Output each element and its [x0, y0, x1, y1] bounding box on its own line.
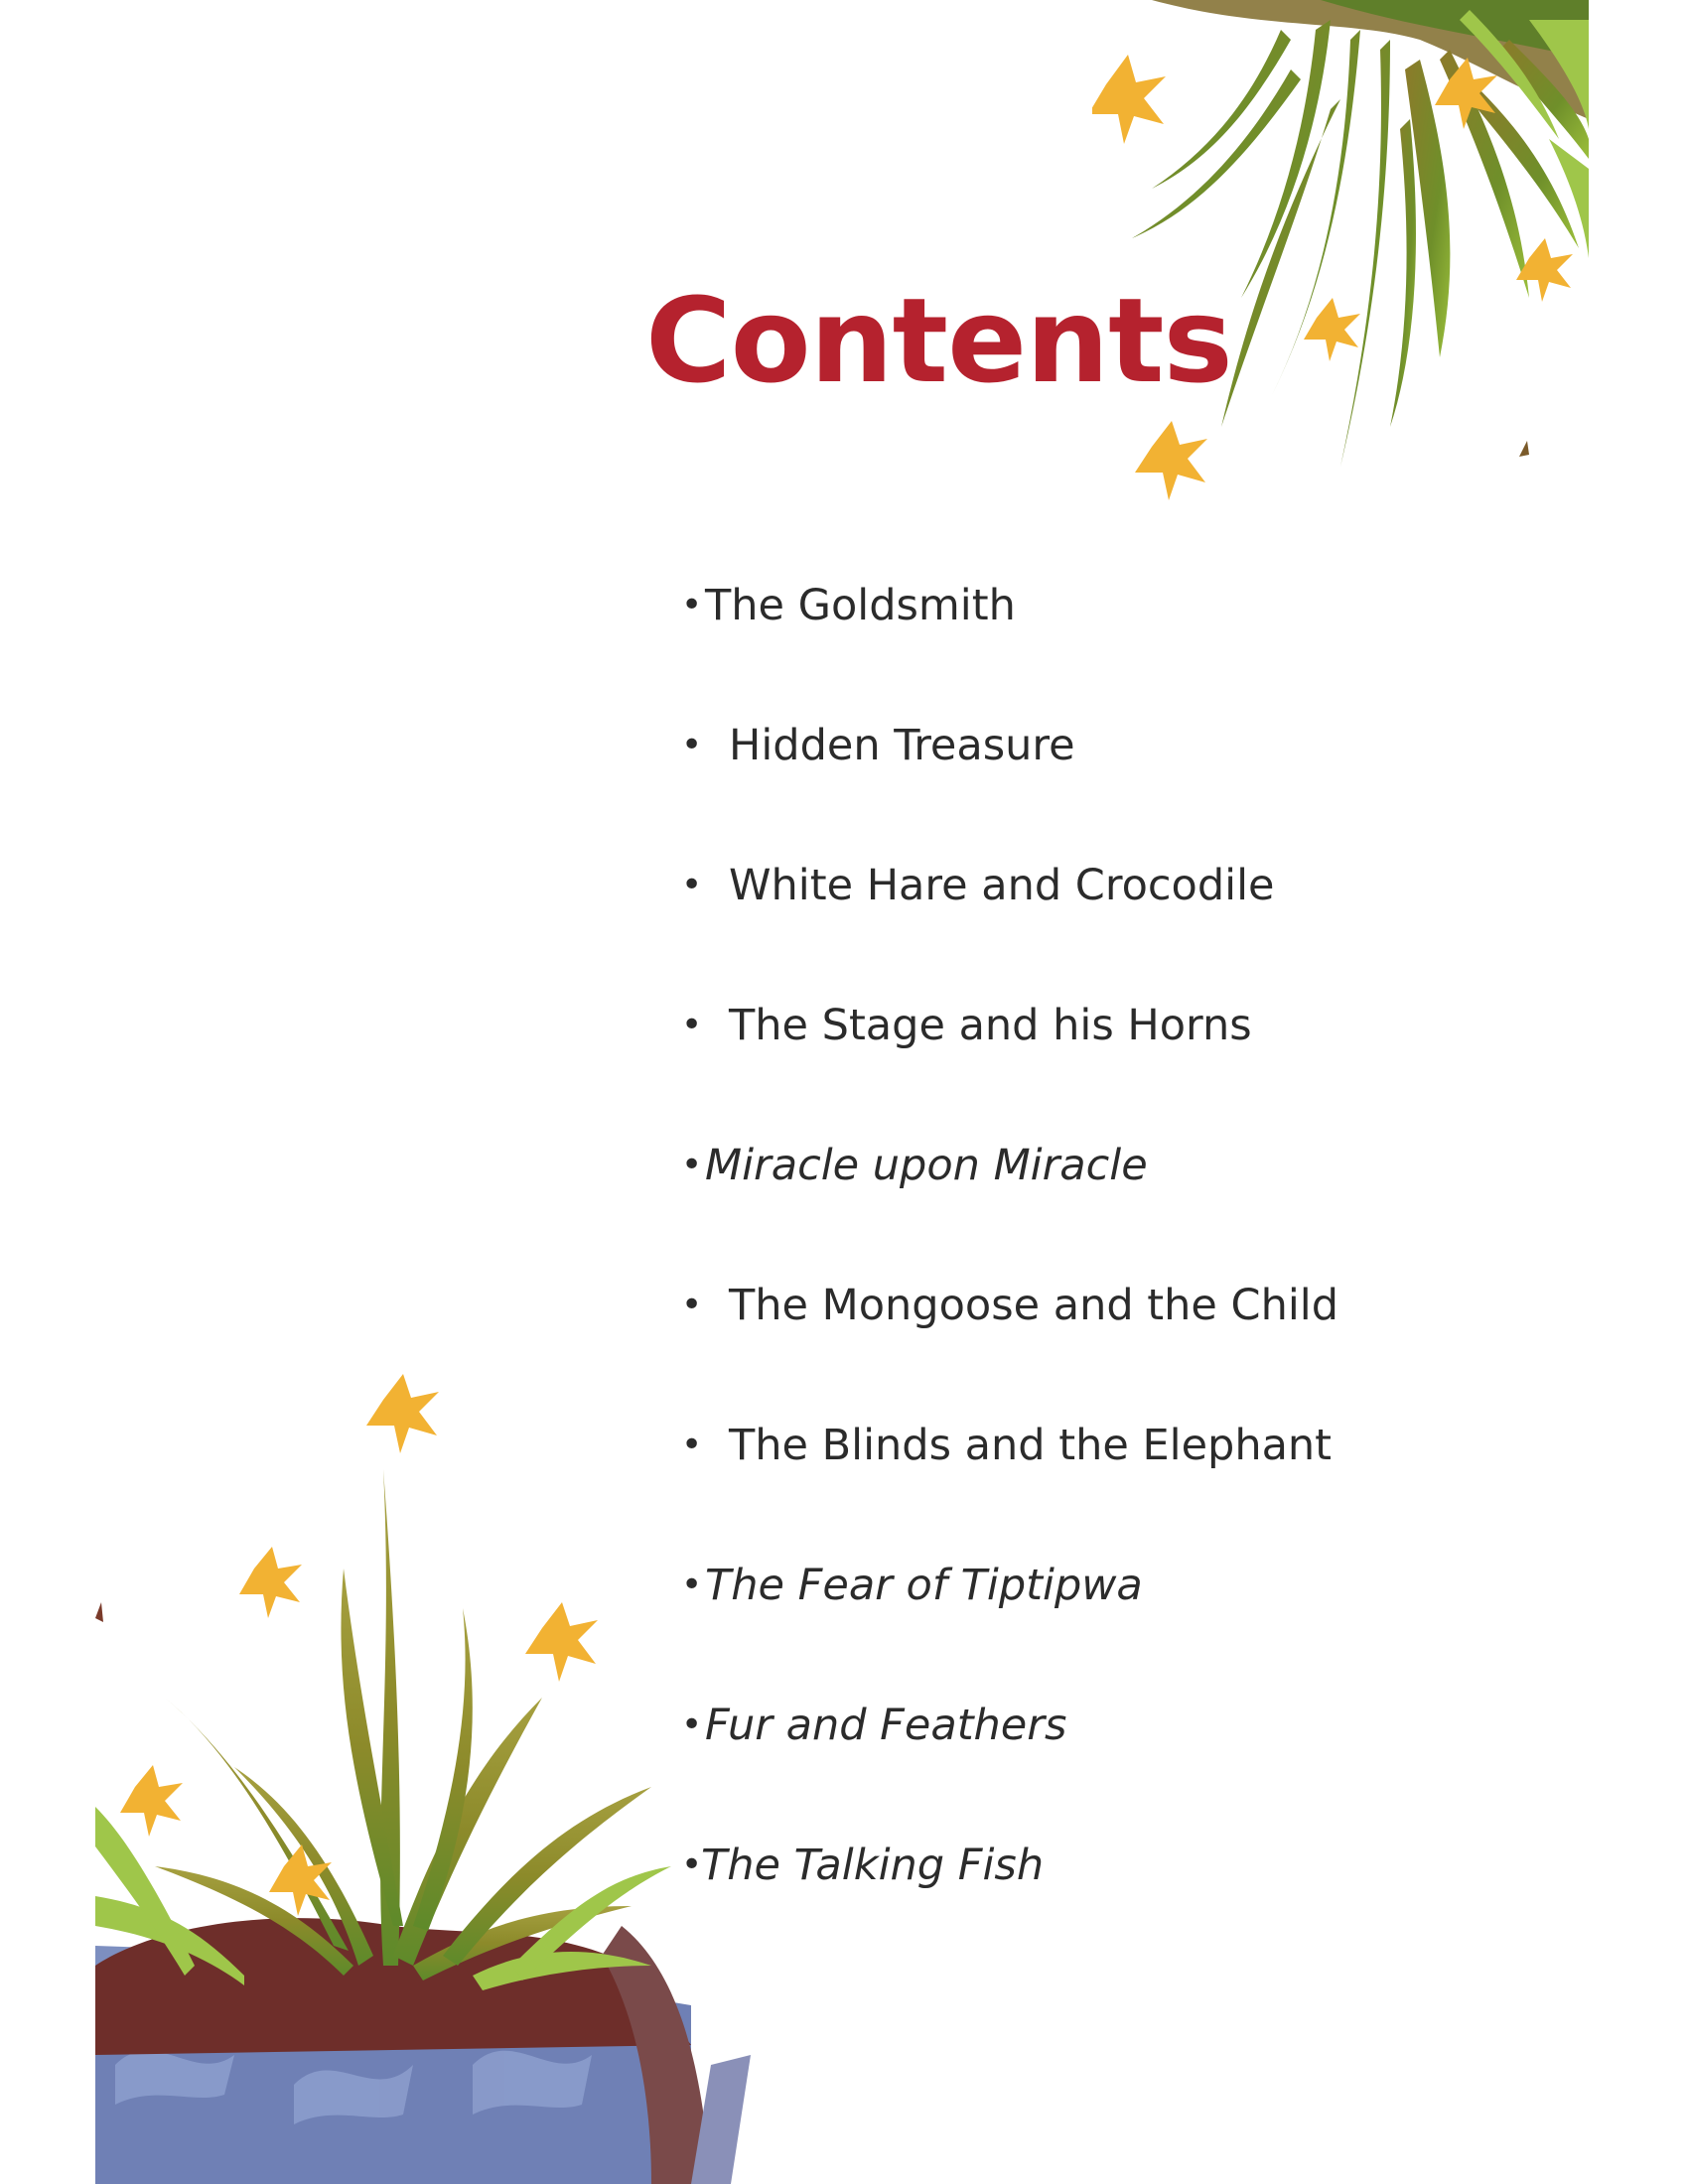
toc-item-1[interactable] — [681, 566, 1575, 706]
table-of-contents — [681, 566, 1575, 1966]
toc-item-label: The Fear of Tiptipwa — [705, 1561, 1143, 1610]
toc-item-label: The Blinds and the Elephant — [729, 1421, 1333, 1470]
toc-item-4[interactable] — [681, 986, 1575, 1126]
toc-item-label: White Hare and Crocodile — [729, 861, 1275, 910]
bullet-icon: • — [681, 1005, 703, 1045]
bullet-icon: • — [681, 1285, 703, 1325]
toc-item-10[interactable] — [681, 1826, 1575, 1966]
toc-item-2[interactable] — [681, 706, 1575, 846]
page-title: Contents — [645, 272, 1232, 409]
toc-item-label: Fur and Feathers — [705, 1701, 1067, 1750]
bullet-icon: • — [681, 865, 703, 905]
bullet-icon: • — [681, 585, 703, 625]
bullet-icon: • — [681, 1705, 703, 1745]
toc-item-7[interactable] — [681, 1406, 1575, 1546]
flowering-plant-illustration — [95, 1370, 771, 2184]
bullet-icon: • — [681, 725, 703, 765]
toc-item-label: Hidden Treasure — [729, 721, 1075, 770]
toc-item-5[interactable] — [681, 1126, 1575, 1266]
toc-item-label: The Mongoose and the Child — [729, 1281, 1339, 1330]
toc-item-label: The Stage and his Horns — [729, 1001, 1252, 1050]
toc-item-9[interactable] — [681, 1686, 1575, 1826]
bullet-icon: • — [681, 1145, 703, 1185]
bullet-icon: • — [681, 1844, 703, 1885]
toc-item-6[interactable] — [681, 1266, 1575, 1406]
toc-item-label: The Goldsmith — [705, 581, 1016, 630]
bullet-icon: • — [681, 1565, 703, 1605]
toc-item-8[interactable] — [681, 1546, 1575, 1686]
toc-item-3[interactable] — [681, 846, 1575, 986]
bullet-icon: • — [681, 1425, 703, 1465]
toc-item-label: Miracle upon Miracle — [705, 1141, 1148, 1190]
toc-item-label: The Talking Fish — [701, 1841, 1045, 1890]
